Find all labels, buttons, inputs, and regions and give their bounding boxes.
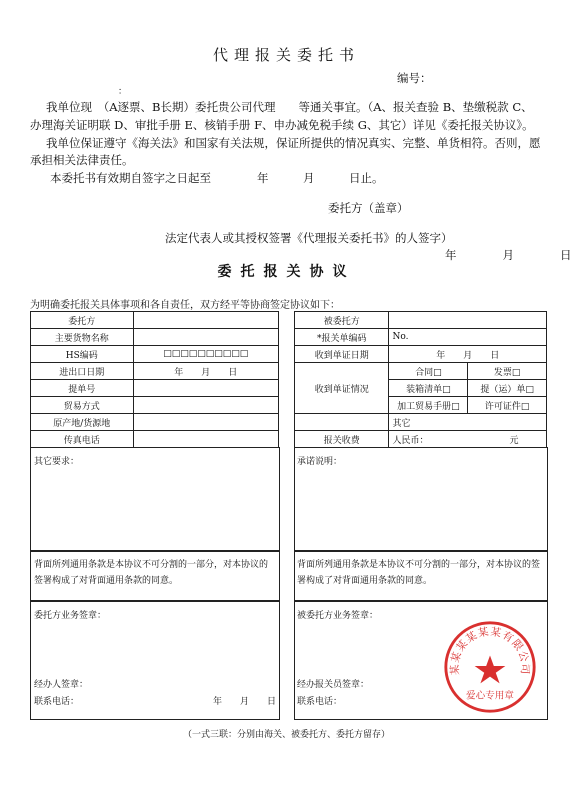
checkbox-bill[interactable]: 提（运）单□ [468,380,547,397]
principal-sign-label: 委托方业务签章： [34,611,107,621]
date-left: 年 月 日 [213,697,277,707]
table-row [295,329,547,346]
row-value: 年 月 日 [133,363,278,380]
promise-label: 承诺说明： [297,457,343,467]
table-row [295,346,547,363]
row-value [133,312,278,329]
decl-no-value: No. [389,329,547,346]
table-row [31,329,279,346]
agent-sign-label: 被委托方业务签章： [297,611,379,621]
row-label: 原产地/货源地 [31,414,134,431]
stamp-text: 某某某某某某有限公司 [449,625,531,676]
checkbox-invoice[interactable]: 发票□ [468,363,547,380]
row-label: HS编码 [31,346,134,363]
table-row [31,431,279,448]
row-label: 主要货物名称 [31,329,134,346]
legal-rep-sign: 法定代表人或其授权签署《代理报关委托书》的人签字） [165,231,453,245]
decl-no-label: *报关单编码 [295,329,389,346]
checkbox-contract[interactable]: 合同□ [389,363,468,380]
broker-sign-label: 经办报关员签章： [297,680,370,690]
checkbox-manual[interactable]: 加工贸易手册□ [389,397,468,414]
stamp-sub: 爱心专用章 [466,690,514,702]
checkbox-packing[interactable]: 装箱清单□ [389,380,468,397]
table-row [31,380,279,397]
handler-sign-label: 经办人签章： [34,680,89,690]
phone-label-right: 联系电话： [297,697,343,707]
other-requirements-label: 其它要求： [34,457,80,467]
table-row [31,414,279,431]
table-row [31,312,279,329]
other-docs: 其它 [389,414,547,431]
row-label: 进出口日期 [31,363,134,380]
clause-left: 背面所列通用条款是本协议不可分割的一部分，对本协议的签署构成了对背面通用条款的同意。 [34,560,269,586]
table-row [295,363,547,380]
row-label: 贸易方式 [31,397,134,414]
row-value [133,397,278,414]
agreement-title: 委托报关协议 [217,264,356,280]
footer-note: （一式三联：分别由海关、被委托方、委托方留存） [182,730,390,740]
fee-value: 人民币： [392,435,429,446]
letter-line-5: 本委托书有效期自签字之日起至 年 月 日止。 [50,171,384,185]
fee-label: 报关收费 [295,431,389,448]
stamp-star-icon [475,655,506,683]
principal-table [30,311,279,448]
colon-mark: ： [118,87,128,97]
row-value [133,414,278,431]
row-label: 提单号 [31,380,134,397]
table-row [31,346,279,363]
letter-line-3: 我单位保证遵守《海关法》和国家有关法规，保证所提供的情况真实、完整、单货相符。否则，愿 [46,136,541,150]
fee-unit: 元 [509,435,519,446]
letter-title: 代理报关委托书 [212,46,360,64]
agreement-intro: 为明确委托报关具体事项和各自责任，双方经平等协商签定协议如下： [30,300,340,311]
company-stamp [442,619,538,715]
letter-line-2: 办理海关证明联 D、审批手册 E、核销手册 F、申办减免税手续 G、其它）详见《委托报关协议》。 [30,118,534,132]
row-label: 传真电话 [31,431,134,448]
table-row [295,431,547,448]
agent-table [294,311,547,448]
letter-line-4: 承担相关法律责任。 [30,153,134,167]
table-row [31,363,279,380]
row-value [133,431,278,448]
table-row [295,312,547,329]
row-label: 委托方 [31,312,134,329]
row-value: □□□□□□□□□□ [133,346,278,363]
table-row [295,414,547,431]
letter-line-1: 我单位现 （A逐票、B长期）委托贵公司代理 等通关事宜。（A、报关查验 B、垫缴税款 C、 [46,100,533,114]
checkbox-license[interactable]: 许可证件□ [468,397,547,414]
principal-seal: 委托方（盖章） [328,201,409,215]
recv-status-label: 收到单证情况 [295,363,389,414]
agent-label: 被委托方 [295,312,389,329]
phone-label-left: 联系电话： [34,697,80,707]
letter-date: 年 月 日 [445,248,572,262]
table-row [31,397,279,414]
row-value [133,380,278,397]
number-label: 编号： [397,71,432,85]
recv-date-label: 收到单证日期 [295,346,389,363]
row-value [133,329,278,346]
recv-date-value: 年 月 日 [389,346,547,363]
clause-right: 背面所列通用条款是本协议不可分割的一部分，对本协议的签署构成了对背面通用条款的同意。 [297,560,541,586]
